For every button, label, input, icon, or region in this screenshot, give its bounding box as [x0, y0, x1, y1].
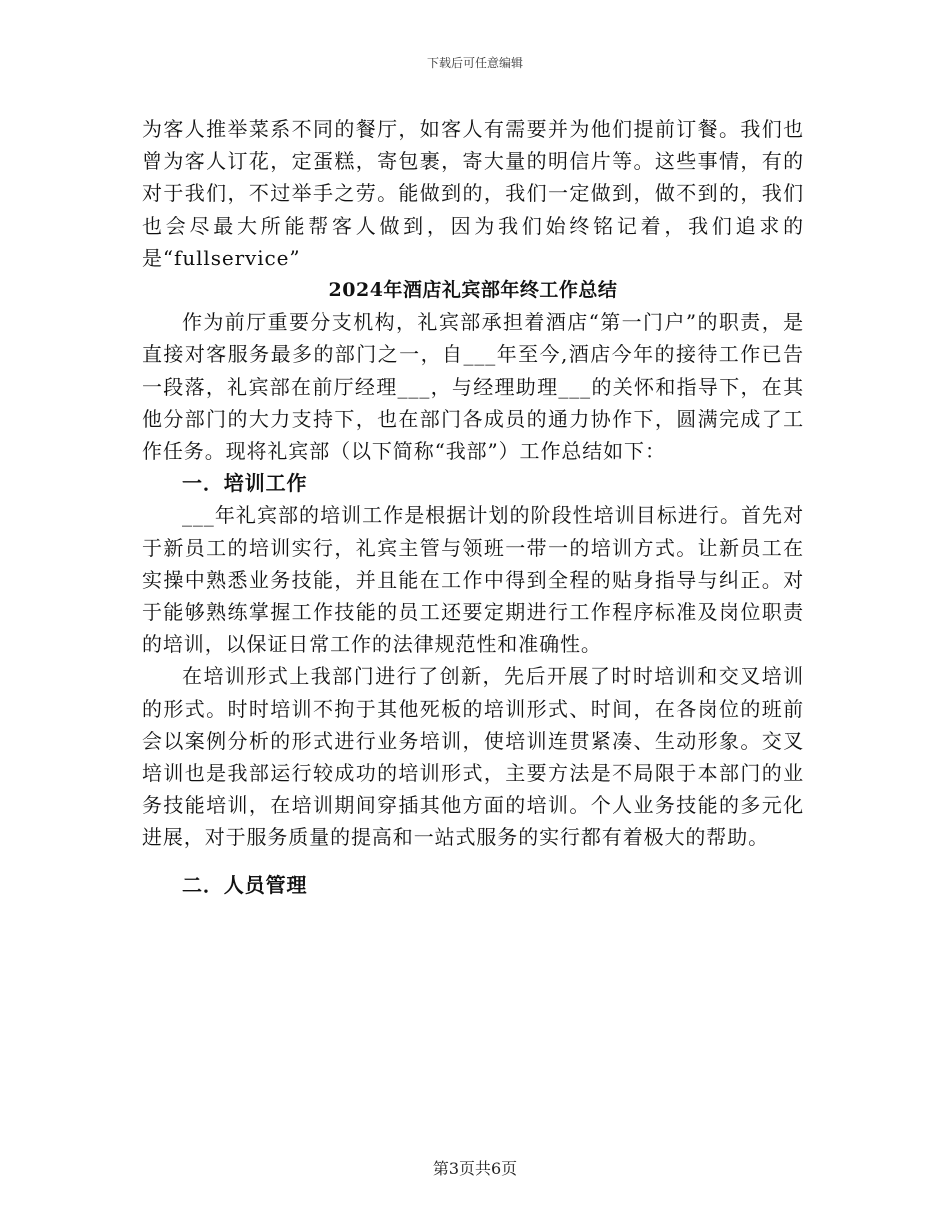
section-heading-training: 一．培训工作	[182, 471, 308, 496]
paragraph-training-plan: ___年礼宾部的培训工作是根据计划的阶段性培训目标进行。首先对于新员工的培训实行，礼宾主管与领班一带一的培训方式。让新员工在实操中熟悉业务技能，并且能在工作中得到全程的贴身指导与纠正。对于能够熟练掌握工作技能的员工还要定期进行工作程序标准及岗位职责的培训，以保证日常工作的法律规范性和准确性。	[142, 503, 804, 657]
paragraph-continuation: 为客人推举菜系不同的餐厅，如客人有需要并为他们提前订餐。我们也曾为客人订花，定蛋糕，寄包裹，寄大量的明信片等。这些事情，有的对于我们，不过举手之劳。能做到的，我们一定做到，做不到的，我们也会尽最大所能帮客人做到，因为我们始终铭记着，我们追求的是“fullservice”	[142, 117, 804, 270]
document-body	[142, 113, 804, 901]
paragraph-intro: 作为前厅重要分支机构，礼宾部承担着酒店“第一门户”的职责，是直接对客服务最多的部门之一，自___年至今,酒店今年的接待工作已告一段落，礼宾部在前厅经理___，与经理助理___的关怀和指导下，在其他分部门的大力支持下，也在部门各成员的通力协作下，圆满完成了工作任务。现将礼宾部（以下简称“我部”）工作总结如下：	[142, 310, 804, 464]
page-indicator: 第3页共6页	[432, 1159, 518, 1178]
paragraph-training-forms: 在培训形式上我部门进行了创新，先后开展了时时培训和交叉培训的形式。时时培训不拘于其他死板的培训形式、时间，在各岗位的班前会以案例分析的形式进行业务培训，使培训连贯紧凑、生动形象。交叉培训也是我部运行较成功的培训形式，主要方法是不局限于本部门的业务技能培训，在培训期间穿插其他方面的培训。个人业务技能的多元化进展，对于服务质量的提高和一站式服务的实行都有着极大的帮助。	[142, 664, 804, 850]
document-title: 2024年酒店礼宾部年终工作总结	[328, 279, 618, 302]
section-spacer	[142, 854, 804, 869]
header-note: 下载后可任意编辑	[426, 56, 523, 70]
section-heading-staff: 二．人员管理	[182, 872, 308, 897]
